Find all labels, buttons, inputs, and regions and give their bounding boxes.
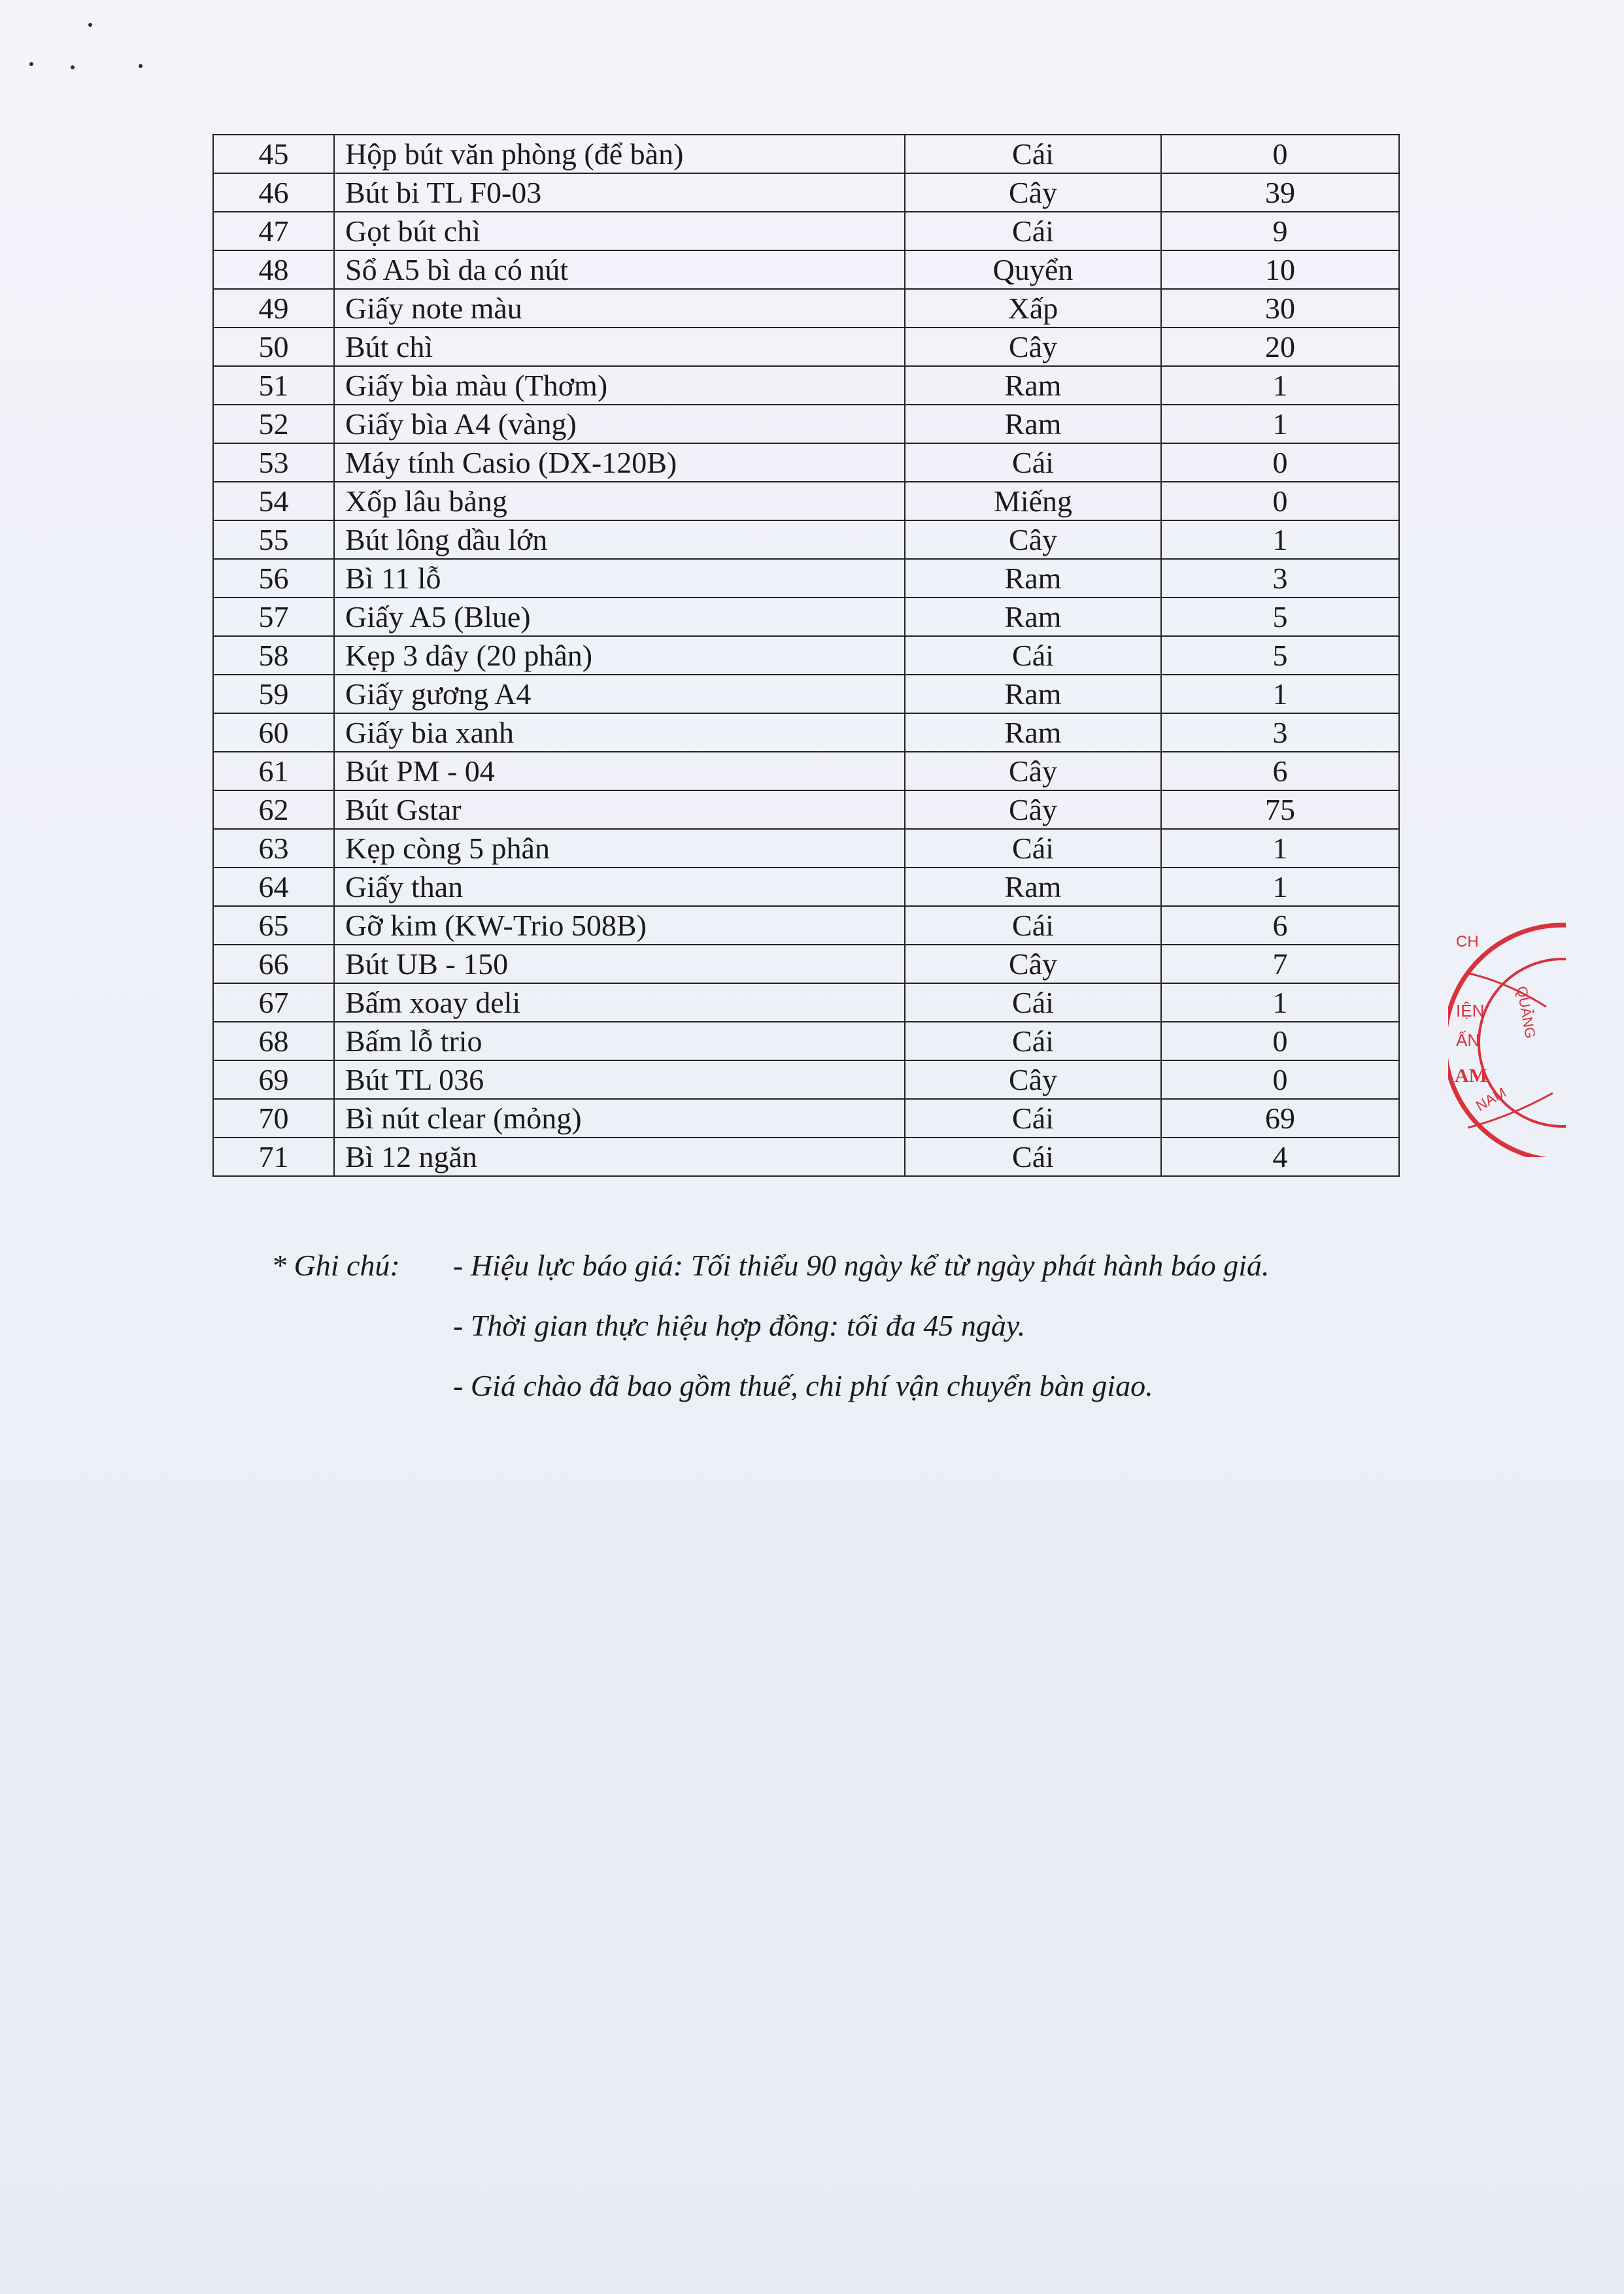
quantity-cell: 0 xyxy=(1161,1060,1399,1099)
row-number-cell: 66 xyxy=(213,945,334,983)
table-row xyxy=(213,983,1399,1022)
row-number-cell: 68 xyxy=(213,1022,334,1060)
row-number-cell: 56 xyxy=(213,559,334,598)
quantity-cell: 1 xyxy=(1161,829,1399,868)
unit-cell: Cây xyxy=(905,173,1161,212)
notes-label: * Ghi chú: xyxy=(271,1249,400,1282)
item-name-cell: Gọt bút chì xyxy=(334,212,905,250)
quantity-cell: 4 xyxy=(1161,1138,1399,1176)
table-row xyxy=(213,520,1399,559)
items-table-body xyxy=(213,135,1399,1176)
row-number-cell: 46 xyxy=(213,173,334,212)
items-table xyxy=(212,134,1400,1177)
table-row xyxy=(213,713,1399,752)
quantity-cell: 0 xyxy=(1161,135,1399,173)
table-row xyxy=(213,829,1399,868)
unit-cell: Quyển xyxy=(905,250,1161,289)
item-name-cell: Bút Gstar xyxy=(334,790,905,829)
item-name-cell: Bút lông dầu lớn xyxy=(334,520,905,559)
item-name-cell: Giấy bìa màu (Thơm) xyxy=(334,366,905,405)
seal-fragment-nam: NAM xyxy=(1473,1084,1509,1115)
quantity-cell: 1 xyxy=(1161,366,1399,405)
unit-cell: Cái xyxy=(905,212,1161,250)
quantity-cell: 39 xyxy=(1161,173,1399,212)
unit-cell: Xấp xyxy=(905,289,1161,328)
unit-cell: Ram xyxy=(905,405,1161,443)
unit-cell: Ram xyxy=(905,713,1161,752)
table-row xyxy=(213,482,1399,520)
unit-cell: Ram xyxy=(905,598,1161,636)
row-number-cell: 49 xyxy=(213,289,334,328)
seal-fragment-quang: QUẢNG xyxy=(1514,985,1539,1040)
unit-cell: Cái xyxy=(905,636,1161,675)
item-name-cell: Bấm xoay deli xyxy=(334,983,905,1022)
unit-cell: Miếng xyxy=(905,482,1161,520)
item-name-cell: Bút TL 036 xyxy=(334,1060,905,1099)
item-name-cell: Xốp lâu bảng xyxy=(334,482,905,520)
row-number-cell: 69 xyxy=(213,1060,334,1099)
unit-cell: Ram xyxy=(905,366,1161,405)
table-row xyxy=(213,636,1399,675)
quantity-cell: 20 xyxy=(1161,328,1399,366)
item-name-cell: Bút UB - 150 xyxy=(334,945,905,983)
row-number-cell: 54 xyxy=(213,482,334,520)
quantity-cell: 30 xyxy=(1161,289,1399,328)
unit-cell: Cái xyxy=(905,983,1161,1022)
row-number-cell: 55 xyxy=(213,520,334,559)
unit-cell: Cái xyxy=(905,1022,1161,1060)
scan-speck xyxy=(139,64,143,68)
table-row xyxy=(213,289,1399,328)
table-row xyxy=(213,675,1399,713)
unit-cell: Cái xyxy=(905,906,1161,945)
row-number-cell: 47 xyxy=(213,212,334,250)
item-name-cell: Bút chì xyxy=(334,328,905,366)
table-row xyxy=(213,1099,1399,1138)
unit-cell: Ram xyxy=(905,559,1161,598)
quantity-cell: 1 xyxy=(1161,405,1399,443)
unit-cell: Cái xyxy=(905,1099,1161,1138)
row-number-cell: 50 xyxy=(213,328,334,366)
item-name-cell: Bì nút clear (mỏng) xyxy=(334,1099,905,1138)
seal-fragment-am: AM xyxy=(1455,1065,1487,1087)
scan-speck xyxy=(29,62,33,66)
item-name-cell: Giấy bìa A4 (vàng) xyxy=(334,405,905,443)
row-number-cell: 64 xyxy=(213,868,334,906)
table-row xyxy=(213,1060,1399,1099)
quantity-cell: 7 xyxy=(1161,945,1399,983)
item-name-cell: Bì 12 ngăn xyxy=(334,1138,905,1176)
item-name-cell: Bút PM - 04 xyxy=(334,752,905,790)
unit-cell: Ram xyxy=(905,675,1161,713)
item-name-cell: Kẹp còng 5 phân xyxy=(334,829,905,868)
unit-cell: Cái xyxy=(905,135,1161,173)
quantity-cell: 75 xyxy=(1161,790,1399,829)
item-name-cell: Hộp bút văn phòng (để bàn) xyxy=(334,135,905,173)
table-row xyxy=(213,173,1399,212)
row-number-cell: 45 xyxy=(213,135,334,173)
unit-cell: Cái xyxy=(905,1138,1161,1176)
quantity-cell: 9 xyxy=(1161,212,1399,250)
item-name-cell: Máy tính Casio (DX-120B) xyxy=(334,443,905,482)
quantity-cell: 1 xyxy=(1161,520,1399,559)
company-seal xyxy=(1448,909,1566,1157)
row-number-cell: 67 xyxy=(213,983,334,1022)
table-row xyxy=(213,250,1399,289)
scan-speck xyxy=(71,65,75,69)
unit-cell: Cây xyxy=(905,328,1161,366)
quantity-cell: 0 xyxy=(1161,1022,1399,1060)
seal-fragment-ch: CH xyxy=(1456,933,1479,951)
item-name-cell: Bấm lỗ trio xyxy=(334,1022,905,1060)
unit-cell: Cái xyxy=(905,443,1161,482)
row-number-cell: 62 xyxy=(213,790,334,829)
quantity-cell: 1 xyxy=(1161,675,1399,713)
note-line-duration: - Thời gian thực hiệu hợp đồng: tối đa 45 ngày. xyxy=(453,1309,1026,1342)
item-name-cell: Giấy than xyxy=(334,868,905,906)
quantity-cell: 69 xyxy=(1161,1099,1399,1138)
unit-cell: Cái xyxy=(905,829,1161,868)
row-number-cell: 60 xyxy=(213,713,334,752)
table-row xyxy=(213,790,1399,829)
seal-fragment-an: ẤN xyxy=(1456,1030,1480,1050)
table-row xyxy=(213,405,1399,443)
table-row xyxy=(213,212,1399,250)
table-row xyxy=(213,328,1399,366)
item-name-cell: Giấy bia xanh xyxy=(334,713,905,752)
table-row xyxy=(213,868,1399,906)
item-name-cell: Sổ A5 bì da có nút xyxy=(334,250,905,289)
quantity-cell: 3 xyxy=(1161,713,1399,752)
row-number-cell: 61 xyxy=(213,752,334,790)
table-row xyxy=(213,1022,1399,1060)
item-name-cell: Bút bi TL F0-03 xyxy=(334,173,905,212)
row-number-cell: 58 xyxy=(213,636,334,675)
row-number-cell: 52 xyxy=(213,405,334,443)
row-number-cell: 70 xyxy=(213,1099,334,1138)
seal-fragment-ien: IỆN xyxy=(1456,1001,1485,1020)
unit-cell: Cây xyxy=(905,752,1161,790)
seal-graphic xyxy=(1448,909,1566,1157)
item-name-cell: Giấy A5 (Blue) xyxy=(334,598,905,636)
item-name-cell: Bì 11 lỗ xyxy=(334,559,905,598)
quantity-cell: 1 xyxy=(1161,983,1399,1022)
item-name-cell: Kẹp 3 dây (20 phân) xyxy=(334,636,905,675)
scan-speck xyxy=(88,23,92,27)
row-number-cell: 53 xyxy=(213,443,334,482)
row-number-cell: 63 xyxy=(213,829,334,868)
unit-cell: Cây xyxy=(905,790,1161,829)
table-row xyxy=(213,135,1399,173)
quantity-cell: 0 xyxy=(1161,482,1399,520)
table-row xyxy=(213,945,1399,983)
quantity-cell: 1 xyxy=(1161,868,1399,906)
row-number-cell: 57 xyxy=(213,598,334,636)
quantity-cell: 5 xyxy=(1161,636,1399,675)
table-row xyxy=(213,366,1399,405)
table-row xyxy=(213,752,1399,790)
row-number-cell: 59 xyxy=(213,675,334,713)
quantity-cell: 6 xyxy=(1161,752,1399,790)
table-row xyxy=(213,1138,1399,1176)
table-row xyxy=(213,598,1399,636)
quantity-cell: 6 xyxy=(1161,906,1399,945)
item-name-cell: Gỡ kim (KW-Trio 508B) xyxy=(334,906,905,945)
note-line-validity: - Hiệu lực báo giá: Tối thiểu 90 ngày kể từ ngày phát hành báo giá. xyxy=(453,1249,1270,1282)
unit-cell: Cây xyxy=(905,1060,1161,1099)
unit-cell: Ram xyxy=(905,868,1161,906)
row-number-cell: 65 xyxy=(213,906,334,945)
quantity-cell: 0 xyxy=(1161,443,1399,482)
row-number-cell: 71 xyxy=(213,1138,334,1176)
table-row xyxy=(213,906,1399,945)
row-number-cell: 48 xyxy=(213,250,334,289)
quantity-cell: 3 xyxy=(1161,559,1399,598)
quantity-cell: 10 xyxy=(1161,250,1399,289)
table-row xyxy=(213,559,1399,598)
unit-cell: Cây xyxy=(905,520,1161,559)
item-name-cell: Giấy gương A4 xyxy=(334,675,905,713)
table-row xyxy=(213,443,1399,482)
quantity-cell: 5 xyxy=(1161,598,1399,636)
item-name-cell: Giấy note màu xyxy=(334,289,905,328)
row-number-cell: 51 xyxy=(213,366,334,405)
note-line-price: - Giá chào đã bao gồm thuế, chi phí vận chuyển bàn giao. xyxy=(453,1369,1153,1402)
unit-cell: Cây xyxy=(905,945,1161,983)
